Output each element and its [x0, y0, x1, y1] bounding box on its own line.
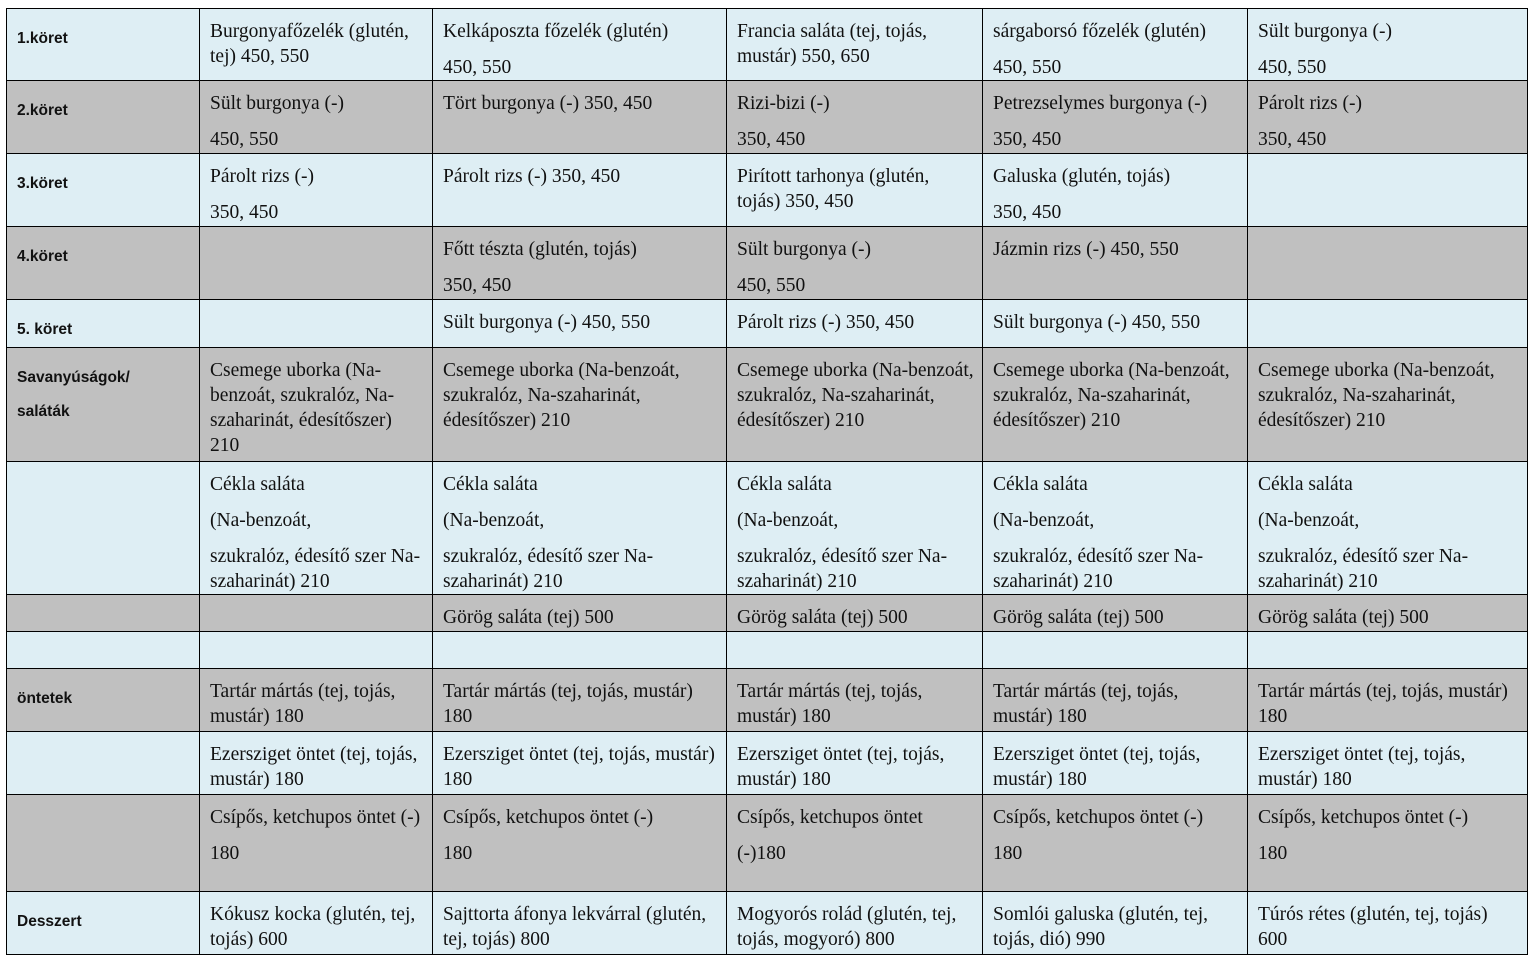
- menu-cell: [727, 732, 983, 795]
- menu-cell-text: Ezersziget öntet (tej, tojás, mustár) 180: [1258, 744, 1466, 790]
- table-row: [7, 81, 1528, 154]
- menu-cell-text: (-)180: [737, 843, 786, 864]
- menu-cell-text: Párolt rizs (-): [1258, 93, 1362, 114]
- menu-cell: [1248, 892, 1528, 955]
- menu-cell: [433, 81, 727, 154]
- menu-cell: [433, 669, 727, 732]
- menu-cell-text: Sajttorta áfonya lekvárral (glutén, tej, tojás) 800: [443, 904, 707, 950]
- table-row: [7, 227, 1528, 300]
- row-label: [7, 227, 200, 300]
- menu-cell-text: Csípős, ketchupos öntet: [737, 807, 923, 828]
- menu-cell: [983, 227, 1248, 300]
- menu-cell-text: Párolt rizs (-) 350, 450: [737, 312, 915, 333]
- table-row: [7, 300, 1528, 348]
- row-label-line: Desszert: [17, 913, 82, 930]
- menu-cell: [727, 227, 983, 300]
- menu-cell-text: Francia saláta (tej, tojás, mustár) 550, 650: [737, 21, 928, 67]
- menu-cell: [200, 227, 433, 300]
- menu-cell-text: (Na-benzoát,: [993, 510, 1095, 531]
- menu-cell-text: Sült burgonya (-): [1258, 21, 1392, 42]
- row-label: [7, 732, 200, 795]
- menu-cell: [727, 595, 983, 632]
- row-label-line: 5. köret: [17, 321, 73, 338]
- menu-cell: [983, 795, 1248, 892]
- menu-cell: [983, 732, 1248, 795]
- row-label: [7, 300, 200, 348]
- row-label-line: 4.köret: [17, 248, 68, 265]
- menu-cell: [983, 348, 1248, 462]
- menu-cell-text: Ezersziget öntet (tej, tojás, mustár) 180: [737, 744, 945, 790]
- menu-cell-text: (Na-benzoát,: [1258, 510, 1360, 531]
- menu-cell-text: Főtt tészta (glutén, tojás): [443, 239, 637, 260]
- menu-cell-text: 180: [210, 843, 240, 864]
- menu-cell: [983, 154, 1248, 227]
- menu-cell-text: Sült burgonya (-): [737, 239, 871, 260]
- menu-cell-text: Tartár mártás (tej, tojás, mustár) 180: [993, 681, 1179, 727]
- menu-cell: [727, 81, 983, 154]
- menu-cell: [1248, 595, 1528, 632]
- menu-cell: [433, 300, 727, 348]
- menu-cell: [1248, 732, 1528, 795]
- menu-cell-text: Párolt rizs (-): [210, 166, 314, 187]
- table-row: [7, 732, 1528, 795]
- menu-cell-text: Sült burgonya (-) 450, 550: [993, 312, 1201, 333]
- menu-cell-text: Kókusz kocka (glutén, tej, tojás) 600: [210, 904, 416, 950]
- menu-cell: [983, 892, 1248, 955]
- menu-cell-text: Túrós rétes (glutén, tej, tojás) 600: [1258, 904, 1488, 950]
- table-row: [7, 892, 1528, 955]
- menu-cell-text: Somlói galuska (glutén, tej, tojás, dió) 990: [993, 904, 1209, 950]
- table-row: [7, 632, 1528, 669]
- menu-cell: [727, 154, 983, 227]
- menu-cell-text: Csemege uborka (Na-benzoát, szukralóz, Na-szaharinát, édesítőszer) 210: [737, 360, 974, 431]
- table-row: [7, 154, 1528, 227]
- table-row: [7, 462, 1528, 595]
- menu-cell: [433, 462, 727, 595]
- row-label: [7, 892, 200, 955]
- menu-cell: [727, 348, 983, 462]
- menu-cell-text: (Na-benzoát,: [443, 510, 545, 531]
- menu-cell: [433, 9, 727, 81]
- menu-cell: [983, 81, 1248, 154]
- menu-cell: [200, 892, 433, 955]
- menu-cell-text: Ezersziget öntet (tej, tojás, mustár) 180: [993, 744, 1201, 790]
- row-label: [7, 632, 200, 669]
- menu-cell: [433, 595, 727, 632]
- menu-cell: [433, 154, 727, 227]
- menu-cell: [200, 348, 433, 462]
- menu-cell: [727, 795, 983, 892]
- menu-cell-text: Görög saláta (tej) 500: [737, 607, 908, 628]
- menu-cell: [1248, 300, 1528, 348]
- menu-cell: [200, 462, 433, 595]
- menu-cell-text: Tartár mártás (tej, tojás, mustár) 180: [210, 681, 396, 727]
- menu-cell: [1248, 81, 1528, 154]
- row-label-line: saláták: [17, 403, 70, 420]
- row-label-line: 1.köret: [17, 30, 68, 47]
- row-label-line: Savanyúságok/: [17, 369, 130, 386]
- menu-cell-text: Kelkáposzta főzelék (glutén): [443, 21, 669, 42]
- menu-cell-text: Petrezselymes burgonya (-): [993, 93, 1208, 114]
- menu-cell: [1248, 669, 1528, 732]
- menu-cell-text: 350, 450: [737, 129, 806, 150]
- menu-cell: [727, 300, 983, 348]
- menu-cell: [1248, 795, 1528, 892]
- menu-cell-text: 350, 450: [993, 129, 1062, 150]
- menu-cell: [200, 732, 433, 795]
- menu-cell-text: Ezersziget öntet (tej, tojás, mustár) 180: [443, 744, 715, 790]
- menu-cell-text: Rizi-bizi (-): [737, 93, 830, 114]
- menu-cell-text: Sült burgonya (-): [210, 93, 344, 114]
- table-row: [7, 9, 1528, 81]
- menu-cell-text: 350, 450: [210, 202, 279, 223]
- menu-cell: [1248, 462, 1528, 595]
- menu-cell: [200, 154, 433, 227]
- menu-cell: [433, 227, 727, 300]
- row-label: [7, 81, 200, 154]
- menu-cell: [200, 9, 433, 81]
- menu-cell-text: 180: [993, 843, 1023, 864]
- menu-cell-text: Cékla saláta: [1258, 474, 1353, 495]
- menu-cell: [200, 795, 433, 892]
- menu-cell-text: 450, 550: [210, 129, 279, 150]
- menu-cell: [200, 669, 433, 732]
- menu-cell: [727, 462, 983, 595]
- menu-cell-text: Sült burgonya (-) 450, 550: [443, 312, 651, 333]
- menu-cell-text: Burgonyafőzelék (glutén, tej) 450, 550: [210, 21, 409, 67]
- table-row: [7, 795, 1528, 892]
- menu-cell-text: Csemege uborka (Na-benzoát, szukralóz, Na-szaharinát, édesítőszer) 210: [1258, 360, 1495, 431]
- row-label: [7, 669, 200, 732]
- menu-cell: [1248, 632, 1528, 669]
- menu-cell-text: szukralóz, édesítő szer Na-szaharinát) 210: [210, 546, 421, 592]
- menu-cell-text: Cékla saláta: [210, 474, 305, 495]
- row-label: [7, 9, 200, 81]
- menu-cell: [433, 632, 727, 669]
- menu-cell-text: Csemege uborka (Na-benzoát, szukralóz, Na-szaharinát, édesítőszer) 210: [210, 360, 395, 456]
- menu-cell: [983, 669, 1248, 732]
- menu-cell-text: Csípős, ketchupos öntet (-): [1258, 807, 1469, 828]
- menu-cell-text: 180: [443, 843, 473, 864]
- menu-cell: [200, 595, 433, 632]
- row-label: [7, 595, 200, 632]
- menu-cell: [433, 732, 727, 795]
- table-row: [7, 669, 1528, 732]
- menu-cell: [727, 669, 983, 732]
- menu-cell: [1248, 9, 1528, 81]
- menu-cell: [1248, 348, 1528, 462]
- menu-cell: [727, 9, 983, 81]
- menu-cell-text: Pirított tarhonya (glutén, tojás) 350, 450: [737, 166, 930, 212]
- menu-cell-text: Tartár mártás (tej, tojás, mustár) 180: [443, 681, 693, 727]
- menu-cell-text: 350, 450: [443, 275, 512, 296]
- menu-table-body: [7, 9, 1528, 955]
- menu-cell: [727, 632, 983, 669]
- menu-cell-text: 450, 550: [1258, 57, 1327, 78]
- menu-cell-text: Csípős, ketchupos öntet (-): [443, 807, 654, 828]
- menu-cell: [983, 632, 1248, 669]
- row-label-line: 3.köret: [17, 175, 68, 192]
- menu-cell-text: Görög saláta (tej) 500: [993, 607, 1164, 628]
- menu-cell: [983, 300, 1248, 348]
- menu-cell-text: Görög saláta (tej) 500: [443, 607, 614, 628]
- menu-cell-text: 450, 550: [443, 57, 512, 78]
- menu-cell-text: Görög saláta (tej) 500: [1258, 607, 1429, 628]
- menu-cell-text: (Na-benzoát,: [737, 510, 839, 531]
- menu-cell-text: Cékla saláta: [993, 474, 1088, 495]
- menu-cell-text: 180: [1258, 843, 1288, 864]
- row-label: [7, 462, 200, 595]
- menu-cell-text: Csípős, ketchupos öntet (-): [993, 807, 1204, 828]
- menu-cell: [433, 795, 727, 892]
- menu-cell-text: szukralóz, édesítő szer Na-szaharinát) 210: [443, 546, 654, 592]
- menu-cell-text: Párolt rizs (-) 350, 450: [443, 166, 621, 187]
- menu-cell-text: 350, 450: [993, 202, 1062, 223]
- menu-cell: [200, 632, 433, 669]
- menu-cell-text: Cékla saláta: [443, 474, 538, 495]
- menu-cell: [983, 462, 1248, 595]
- menu-cell: [983, 595, 1248, 632]
- menu-cell: [433, 892, 727, 955]
- menu-cell-text: Galuska (glutén, tojás): [993, 166, 1171, 187]
- menu-table: [6, 8, 1528, 955]
- menu-cell-text: Tartár mártás (tej, tojás, mustár) 180: [737, 681, 923, 727]
- menu-cell: [433, 348, 727, 462]
- menu-cell-text: (Na-benzoát,: [210, 510, 312, 531]
- menu-cell-text: Csemege uborka (Na-benzoát, szukralóz, Na-szaharinát, édesítőszer) 210: [993, 360, 1230, 431]
- menu-cell-text: Jázmin rizs (-) 450, 550: [993, 239, 1179, 260]
- menu-cell: [200, 300, 433, 348]
- row-label-line: 2.köret: [17, 102, 68, 119]
- menu-cell-text: Csípős, ketchupos öntet (-): [210, 807, 421, 828]
- menu-cell-text: szukralóz, édesítő szer Na-szaharinát) 210: [993, 546, 1204, 592]
- menu-cell-text: 350, 450: [1258, 129, 1327, 150]
- menu-cell-text: Cékla saláta: [737, 474, 832, 495]
- row-label-line: öntetek: [17, 690, 73, 707]
- menu-cell-text: Csemege uborka (Na-benzoát, szukralóz, Na-szaharinát, édesítőszer) 210: [443, 360, 680, 431]
- table-row: [7, 595, 1528, 632]
- menu-cell-text: Mogyorós rolád (glutén, tej, tojás, mogyoró) 800: [737, 904, 957, 950]
- menu-cell: [983, 9, 1248, 81]
- menu-cell-text: szukralóz, édesítő szer Na-szaharinát) 210: [737, 546, 948, 592]
- menu-cell-text: sárgaborsó főzelék (glutén): [993, 21, 1206, 42]
- menu-cell: [1248, 227, 1528, 300]
- menu-cell-text: 450, 550: [993, 57, 1062, 78]
- row-label: [7, 154, 200, 227]
- menu-cell: [727, 892, 983, 955]
- row-label: [7, 348, 200, 462]
- menu-cell: [200, 81, 433, 154]
- menu-cell-text: szukralóz, édesítő szer Na-szaharinát) 210: [1258, 546, 1469, 592]
- table-row: [7, 348, 1528, 462]
- menu-cell-text: Ezersziget öntet (tej, tojás, mustár) 180: [210, 744, 418, 790]
- menu-cell: [1248, 154, 1528, 227]
- row-label: [7, 795, 200, 892]
- menu-cell-text: Tört burgonya (-) 350, 450: [443, 93, 653, 114]
- menu-cell-text: 450, 550: [737, 275, 806, 296]
- menu-cell-text: Tartár mártás (tej, tojás, mustár) 180: [1258, 681, 1508, 727]
